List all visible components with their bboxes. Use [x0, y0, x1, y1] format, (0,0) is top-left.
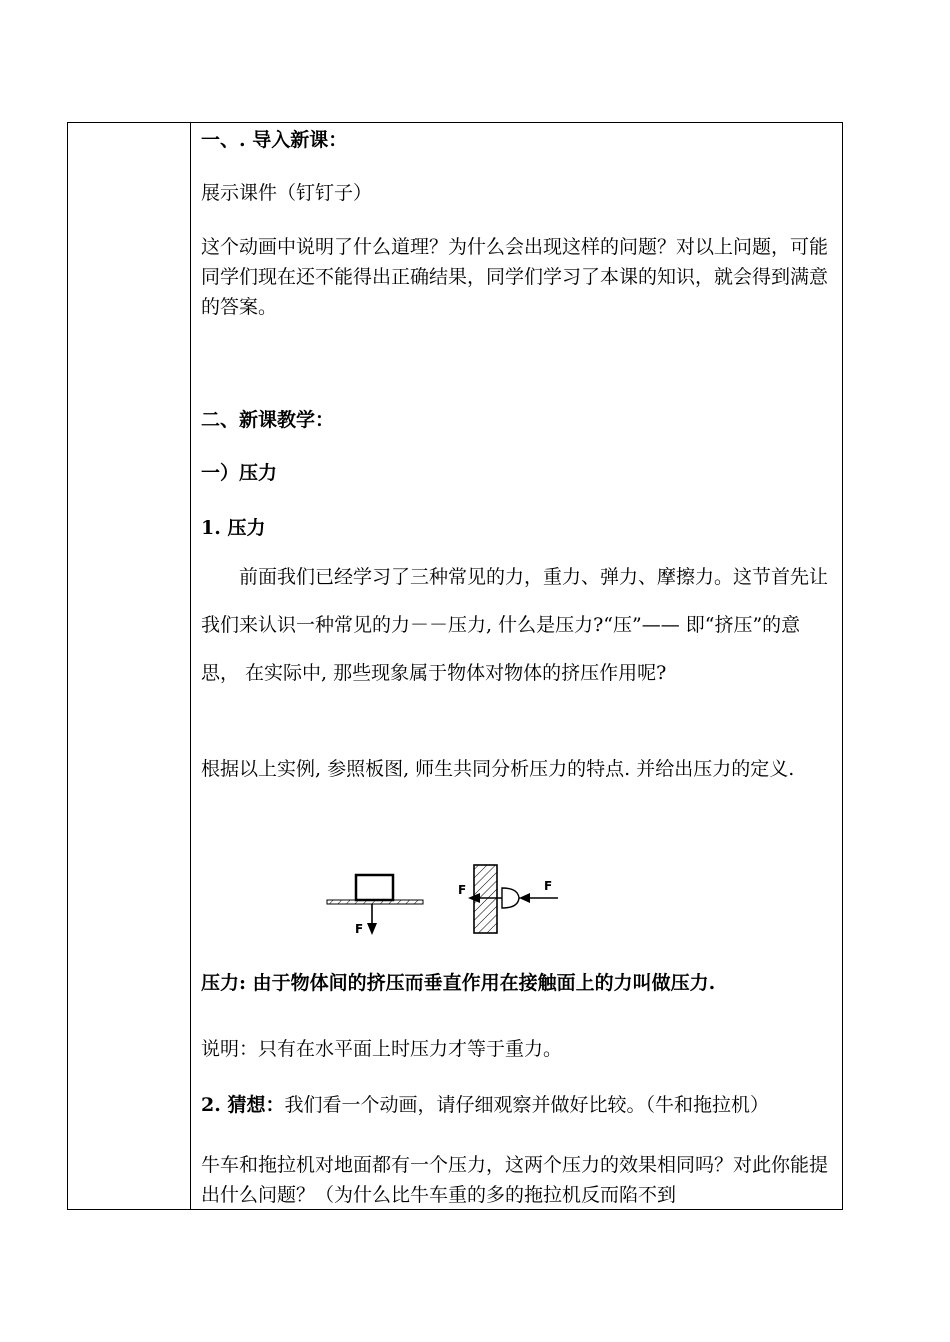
tack-head: [502, 888, 519, 908]
block: [356, 875, 393, 900]
force-arrow-right-head: [519, 893, 530, 903]
force-arrow-down-head: [367, 923, 377, 935]
guess-label: 2. 猜想：: [201, 1094, 285, 1116]
force-label-wall: F: [458, 883, 467, 897]
definition-lead: 根据以上实例, 参照板图, 师生共同分析压力的特点. 并给出压力的定义.: [201, 758, 795, 780]
section1-show: 展示课件（钉钉子）: [201, 182, 373, 204]
section2-subheading: 一）压力: [201, 462, 278, 484]
pressure-definition: 压力: 由于物体间的挤压而垂直作用在接触面上的力叫做压力.: [201, 972, 716, 994]
section1-heading: 一、. 导入新课：: [201, 129, 348, 151]
question-paragraph: 牛车和拖拉机对地面都有一个压力，这两个压力的效果相同吗？对此你能提出什么问题？（为什么比牛车重的多的拖拉机反而陷不到: [201, 1154, 829, 1206]
column-divider: [190, 122, 191, 1210]
wall-push-figure: [458, 865, 558, 933]
note-text: 说明：只有在水平面上时压力才等于重力。: [201, 1038, 563, 1060]
force-label-push: F: [544, 879, 553, 893]
pressure-diagram: [322, 860, 572, 942]
pressure-paragraph: 前面我们已经学习了三种常见的力，重力、弹力、摩擦力。这节首先让我们来认识一种常见的力－－压力, 什么是压力?“压”—— 即“挤压”的意思， 在实际中, 那些现象属于物体对物体的挤压作用呢?: [201, 566, 829, 684]
item1-title: 1. 压力: [201, 517, 266, 539]
force-label-down: F: [355, 922, 364, 936]
guess-paragraph: [201, 1090, 835, 1120]
section1-intro: 这个动画中说明了什么道理？为什么会出现这样的问题？对以上问题，可能同学们现在还不能得出正确结果，同学们学习了本课的知识，就会得到满意的答案。: [201, 236, 829, 318]
block-on-surface-figure: [327, 875, 423, 936]
section2-heading: 二、新课教学：: [201, 409, 335, 431]
guess-text: 我们看一个动画，请仔细观察并做好比较。（牛和拖拉机）: [284, 1094, 769, 1116]
